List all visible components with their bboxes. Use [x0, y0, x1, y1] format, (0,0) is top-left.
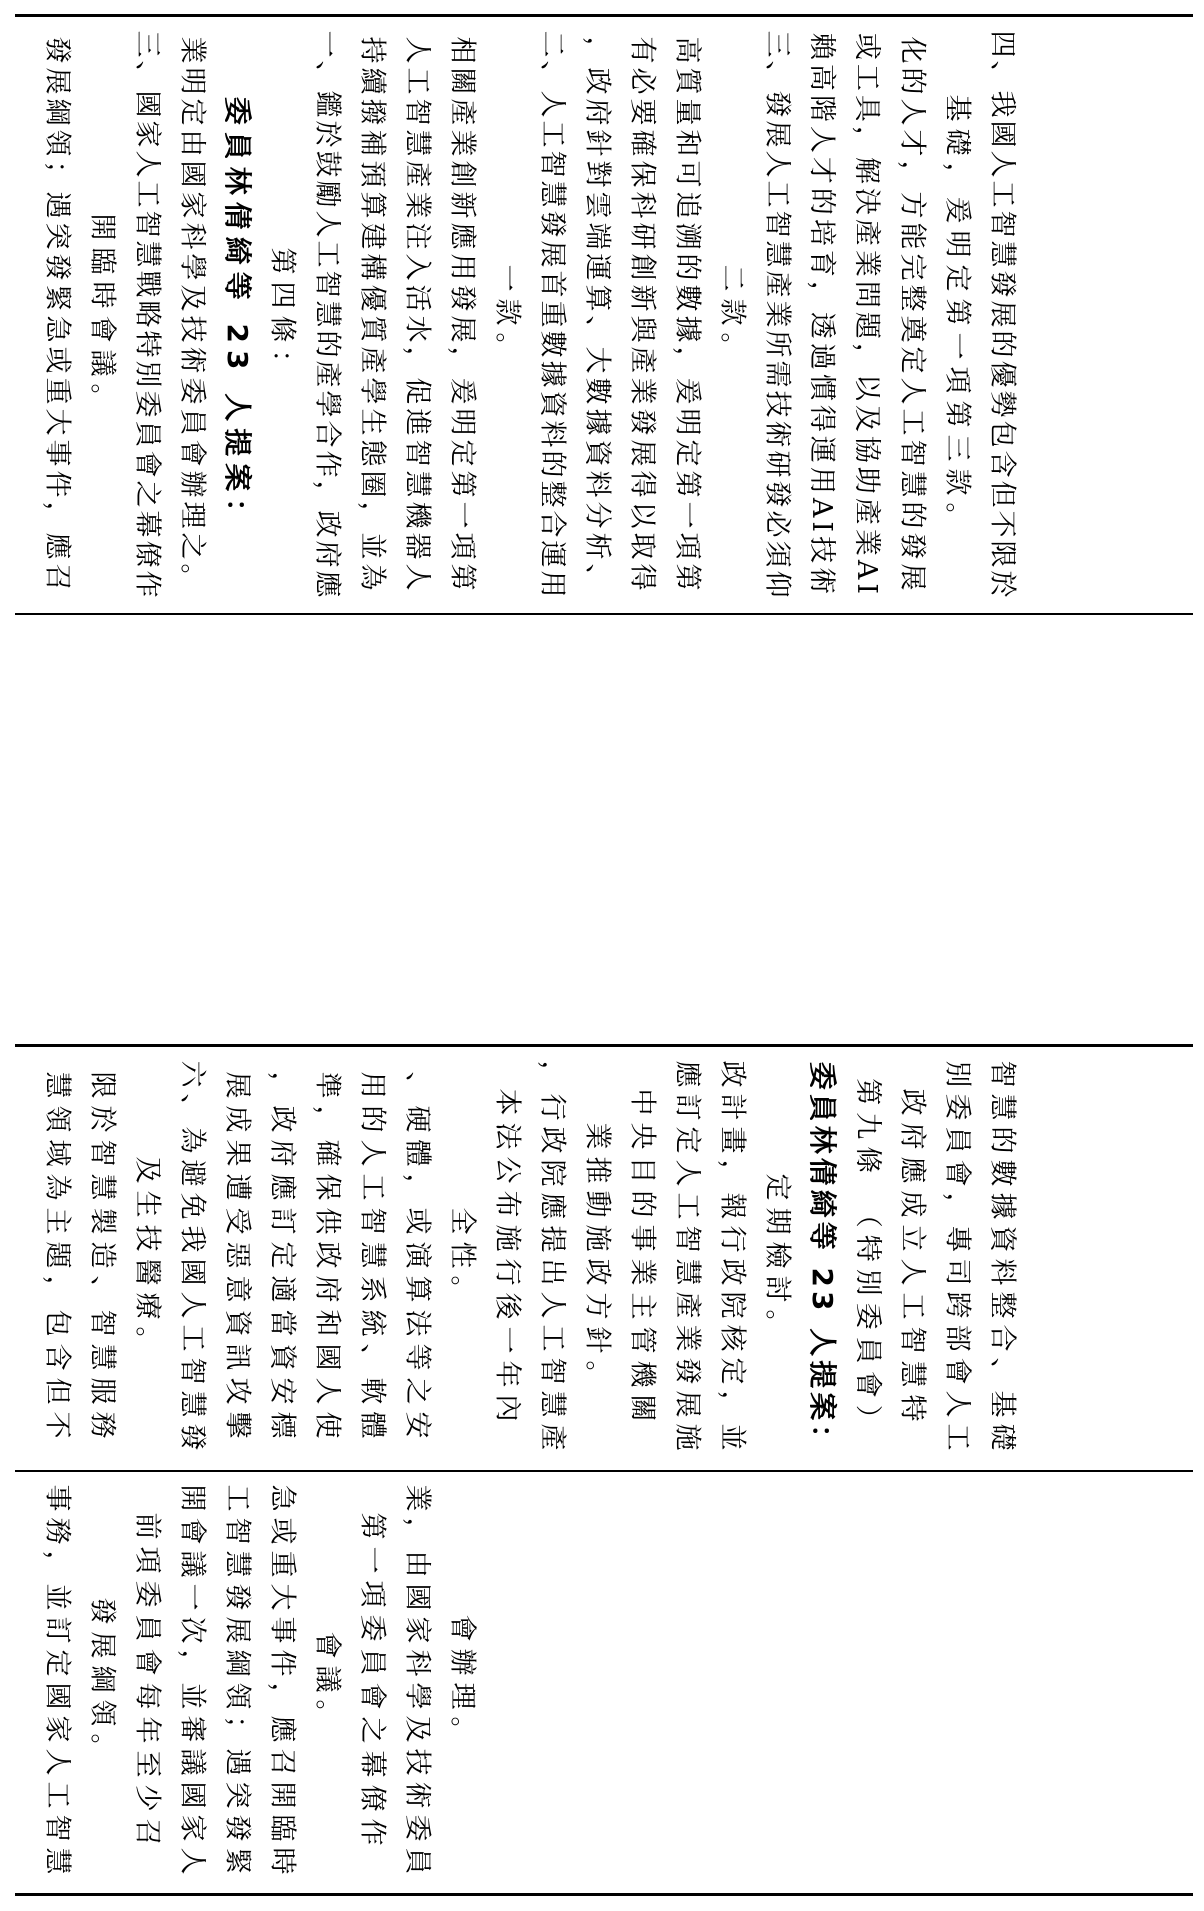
text-line — [37, 1472, 77, 1893]
line-text: 定期檢討。 — [761, 1173, 793, 1344]
text-line — [127, 17, 167, 613]
text-line — [37, 17, 77, 613]
line-text: ，政府針對雲端運算、大數據資料分析、 — [581, 36, 613, 594]
text-line — [307, 1047, 347, 1470]
text-line — [802, 17, 842, 613]
line-text: 會議。 — [311, 1631, 343, 1734]
text-line — [577, 17, 617, 613]
lower-middle-cell — [15, 1047, 1193, 1470]
line-text: 應訂定人工智慧產業發展施 — [671, 1060, 703, 1457]
line-text: 委員林倩綺等 23 人提案： — [221, 96, 254, 534]
line-text: ，政府應訂定適當資安標 — [266, 1071, 298, 1446]
text-line — [937, 17, 977, 613]
line-text: 相關產業創新應用發展，爰明定第一項第 — [446, 36, 478, 594]
line-text: 中央目的事業主管機關 — [626, 1088, 658, 1429]
lower-middle-text-columns — [15, 1047, 1193, 1470]
text-line — [442, 1047, 482, 1470]
line-text: 業推動施政方針。 — [581, 1122, 613, 1395]
text-line — [352, 1047, 392, 1470]
line-text: 六、為避免我國人工智慧發 — [176, 1060, 208, 1457]
text-line — [37, 1047, 77, 1470]
line-text: 基礎，爰明定第一項第三款。 — [941, 94, 973, 536]
line-text: 本法公布施行後一年內 — [491, 1088, 523, 1429]
line-text: 業，由國家科學及技術委員 — [401, 1484, 433, 1881]
line-text: 或工具，解決產業問題，以及協助產業AI — [851, 32, 883, 598]
line-text: 發展綱領。 — [86, 1597, 118, 1768]
line-text: 會辦理。 — [446, 1614, 478, 1751]
text-line — [82, 17, 122, 613]
line-text: 全性。 — [446, 1207, 478, 1310]
text-line — [262, 1047, 302, 1470]
text-line — [217, 1472, 257, 1893]
line-text: 第一項委員會之幕僚作 — [356, 1512, 388, 1853]
text-line — [712, 17, 752, 613]
text-line — [82, 1047, 122, 1470]
text-line — [217, 1047, 257, 1470]
text-line — [172, 1047, 212, 1470]
text-line — [982, 1047, 1022, 1470]
line-text: 三、發展人工智慧產業所需技術研發必須仰 — [761, 30, 793, 600]
line-text: 智慧的數據資料整合、基礎 — [986, 1060, 1018, 1457]
text-line — [262, 1472, 302, 1893]
line-text: 限於智慧製造、智慧服務 — [86, 1071, 118, 1446]
line-text: 第九條 （特別委員會） — [851, 1078, 883, 1439]
text-line — [397, 1472, 437, 1893]
text-line — [172, 17, 212, 613]
line-text: 委員林倩綺等 23 人提案： — [806, 1061, 839, 1456]
line-text: 四、我國人工智慧發展的優勢包含但不限於 — [986, 30, 1018, 600]
text-line — [712, 1047, 752, 1470]
upper-table-divider — [15, 613, 1193, 615]
text-line — [757, 1047, 797, 1470]
text-line — [127, 1047, 167, 1470]
text-line — [442, 1472, 482, 1893]
text-line — [532, 1047, 572, 1470]
line-text: 政計畫，報行政院核定，並 — [716, 1060, 748, 1457]
line-text: 準，確保供政府和國人使 — [311, 1071, 343, 1446]
text-line — [352, 17, 392, 613]
line-text: 三、國家人工智慧戰略特別委員會之幕僚作 — [131, 30, 163, 600]
text-line — [487, 17, 527, 613]
line-text: 、硬體，或演算法等之安 — [401, 1071, 433, 1446]
line-text: 工智慧發展綱領；遇突發緊 — [221, 1484, 253, 1881]
line-text: 人工智慧產業注入活水，促進智慧機器人 — [401, 36, 433, 594]
text-line — [937, 1047, 977, 1470]
text-line — [667, 17, 707, 613]
upper-text-columns — [15, 17, 1193, 613]
line-text: 用的人工智慧系統、軟體 — [356, 1071, 388, 1446]
text-line — [667, 1047, 707, 1470]
line-text: ，行政院應提出人工智慧產 — [536, 1060, 568, 1457]
bottom-rule — [15, 1893, 1193, 1896]
text-line — [442, 17, 482, 613]
text-line — [532, 17, 572, 613]
line-text: 急或重大事件，應召開臨時 — [266, 1484, 298, 1881]
text-line — [307, 1472, 347, 1893]
text-line — [127, 1472, 167, 1893]
line-text: 展成果遭受惡意資訊攻擊 — [221, 1071, 253, 1446]
line-text: 一、鑑於鼓勵人工智慧的產學合作，政府應 — [311, 30, 343, 600]
line-text: 二、人工智慧發展首重數據資料的整合運用 — [536, 30, 568, 600]
lower-bottom-cell — [15, 1472, 1193, 1893]
text-line — [172, 1472, 212, 1893]
line-text: 別委員會，專司跨部會人工 — [941, 1060, 973, 1457]
lower-bottom-text-columns — [15, 1472, 1193, 1893]
line-text: 開會議一次，並審議國家人 — [176, 1484, 208, 1881]
line-text: 政府應成立人工智慧特 — [896, 1088, 928, 1429]
line-text: 一款。 — [491, 264, 523, 366]
line-text: 業明定由國家科學及技術委員會辦理之。 — [176, 36, 208, 594]
line-text: 及生技醫療。 — [131, 1156, 163, 1361]
text-line — [982, 17, 1022, 613]
line-text: 慧領域為主題，包含但不 — [41, 1071, 73, 1446]
upper-table-cell — [15, 17, 1193, 613]
line-text: 第四條： — [266, 247, 298, 383]
text-line — [397, 17, 437, 613]
line-text: 高質量和可追溯的數據，爰明定第一項第 — [671, 36, 703, 594]
line-text: 有必要確保科研創新與產業發展得以取得 — [626, 36, 658, 594]
line-text: 發展綱領；遇突發緊急或重大事件，應召 — [41, 36, 73, 594]
line-text: 化的人才，方能完整奠定人工智慧的發展 — [896, 36, 928, 594]
text-line — [757, 17, 797, 613]
text-line — [892, 1047, 932, 1470]
text-line — [262, 17, 302, 613]
text-line — [847, 17, 887, 613]
text-line — [622, 1047, 662, 1470]
text-line — [577, 1047, 617, 1470]
line-text: 賴高階人才的培育，透過慣得運用AI技術 — [806, 32, 838, 598]
text-line — [397, 1047, 437, 1470]
text-line — [307, 17, 347, 613]
text-line — [487, 1047, 527, 1470]
line-text: 持續撥補預算建構優質產學生態圈，並為 — [356, 36, 388, 594]
text-line — [892, 17, 932, 613]
line-text: 二款。 — [716, 264, 748, 366]
text-line — [847, 1047, 887, 1470]
text-line — [622, 17, 662, 613]
line-text: 前項委員會每年至少召 — [131, 1512, 163, 1853]
line-text: 開臨時會議。 — [86, 213, 118, 417]
proposal-heading-line — [802, 1047, 842, 1470]
text-line — [352, 1472, 392, 1893]
line-text: 事務，並訂定國家人工智慧 — [41, 1484, 73, 1881]
text-line — [82, 1472, 122, 1893]
proposal-heading-line — [217, 17, 257, 613]
